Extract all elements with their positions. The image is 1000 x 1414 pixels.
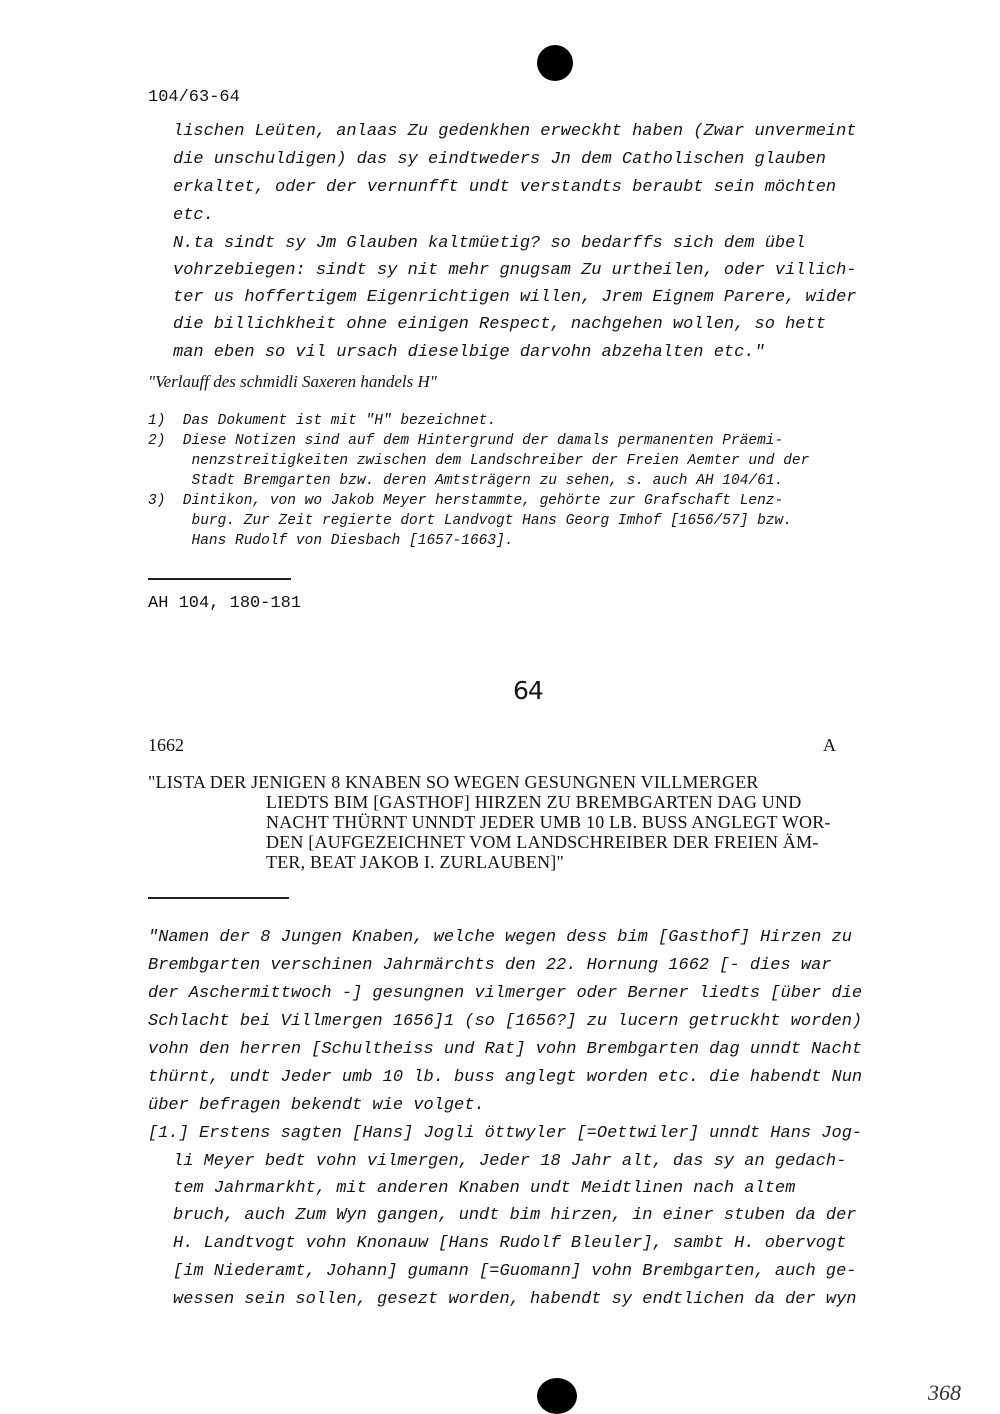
footnote-line: 2) Diese Notizen sind auf dem Hintergrund der damals permanenten Präemi- bbox=[148, 433, 784, 449]
document-number: 64 bbox=[513, 676, 543, 705]
text-line: wessen sein sollen, gesezt worden, habendt sy endtlichen da der wyn bbox=[173, 1290, 857, 1309]
separator-rule bbox=[148, 897, 289, 899]
title-line: DEN [AUFGEZEICHNET VOM LANDSCHREIBER DER FREIEN ÄM- bbox=[266, 832, 819, 852]
text-line: etc. bbox=[173, 206, 214, 225]
text-line: Schlacht bei Villmergen 1656]1 (so [1656?] zu lucern getruckht worden) bbox=[148, 1012, 863, 1031]
text-line: li Meyer bedt vohn vilmergen, Jeder 18 Jahr alt, das sy an gedach- bbox=[173, 1152, 847, 1171]
document-letter: A bbox=[823, 735, 836, 755]
text-line: ter us hoffertigem Eigenrichtigen willen, Jrem Eignem Parere, wider bbox=[173, 288, 857, 307]
page-reference: 104/63-64 bbox=[148, 88, 240, 107]
punch-hole-bottom bbox=[537, 1378, 577, 1414]
text-line: Brembgarten verschinen Jahrmärchts den 22. Hornung 1662 [- dies war bbox=[148, 956, 832, 975]
text-line: die unschuldigen) das sy eindtweders Jn dem Catholischen glauben bbox=[173, 150, 826, 169]
document-year: 1662 bbox=[148, 735, 184, 755]
separator-rule bbox=[148, 578, 291, 580]
text-line: "Namen der 8 Jungen Knaben, welche wegen dess bim [Gasthof] Hirzen zu bbox=[148, 928, 852, 947]
text-line: lischen Leüten, anlaas Zu gedenkhen erweckht haben (Zwar unvermeint bbox=[173, 122, 857, 141]
text-line: H. Landtvogt vohn Knonauw [Hans Rudolf Bleuler], sambt H. obervogt bbox=[173, 1234, 847, 1253]
text-line: tem Jahrmarkht, mit anderen Knaben undt Meidtlinen nach altem bbox=[173, 1179, 796, 1198]
footnote-line: Hans Rudolf von Diesbach [1657-1663]. bbox=[148, 533, 514, 549]
text-line: erkaltet, oder der vernunfft undt verstandts beraubt sein möchten bbox=[173, 178, 837, 197]
text-line: vohn den herren [Schultheiss und Rat] vohn Brembgarten dag unndt Nacht bbox=[148, 1040, 863, 1059]
text-line: [1.] Erstens sagten [Hans] Jogli öttwyler [=Oettwiler] unndt Hans Jog- bbox=[148, 1124, 863, 1143]
footnote-line: 1) Das Dokument ist mit "H" bezeichnet. bbox=[148, 413, 497, 429]
punch-hole-top bbox=[537, 45, 573, 81]
text-line: bruch, auch Zum Wyn gangen, undt bim hirzen, in einer stuben da der bbox=[173, 1206, 857, 1225]
footnote-line: Stadt Bremgarten bzw. deren Amtsträgern zu sehen, s. auch AH 104/61. bbox=[148, 473, 784, 489]
text-line: thürnt, undt Jeder umb 10 lb. buss anglegt worden etc. die habendt Nun bbox=[148, 1068, 863, 1087]
text-line: die billichkheit ohne einigen Respect, nachgehen wollen, so hett bbox=[173, 315, 826, 334]
text-line: über befragen bekendt wie volget. bbox=[148, 1096, 485, 1115]
text-line: [im Niederamt, Johann] gumann [=Guomann] vohn Brembgarten, auch ge- bbox=[173, 1262, 857, 1281]
text-line: der Aschermittwoch -] gesungnen vilmerger oder Berner liedts [über die bbox=[148, 984, 863, 1003]
footnote-line: nenzstreitigkeiten zwischen dem Landschreiber der Freien Aemter und der bbox=[148, 453, 810, 469]
text-line: N.ta sindt sy Jm Glauben kaltmüetig? so bedarffs sich dem übel bbox=[173, 234, 806, 253]
title-line: NACHT THÜRNT UNNDT JEDER UMB 10 LB. BUSS ANGLEGT WOR- bbox=[266, 812, 831, 832]
footnote-line: 3) Dintikon, von wo Jakob Meyer herstammte, gehörte zur Grafschaft Lenz- bbox=[148, 493, 784, 509]
title-line: "LISTA DER JENIGEN 8 KNABEN SO WEGEN GESUNGNEN VILLMERGER bbox=[148, 772, 759, 792]
handwritten-page-mark: 368 bbox=[928, 1380, 961, 1405]
source-reference: AH 104, 180-181 bbox=[148, 594, 302, 613]
text-line: man eben so vil ursach dieselbige darvohn abzehalten etc." bbox=[173, 343, 765, 362]
endorsement-note: "Verlauff des schmidli Saxeren handels H" bbox=[148, 372, 437, 391]
footnote-line: burg. Zur Zeit regierte dort Landvogt Hans Georg Imhof [1656/57] bzw. bbox=[148, 513, 792, 529]
text-line: vohrzebiegen: sindt sy nit mehr gnugsam Zu urtheilen, oder villich- bbox=[173, 261, 857, 280]
title-line: TER, BEAT JAKOB I. ZURLAUBEN]" bbox=[266, 852, 565, 872]
title-line: LIEDTS BIM [GASTHOF] HIRZEN ZU BREMBGARTEN DAG UND bbox=[266, 792, 802, 812]
